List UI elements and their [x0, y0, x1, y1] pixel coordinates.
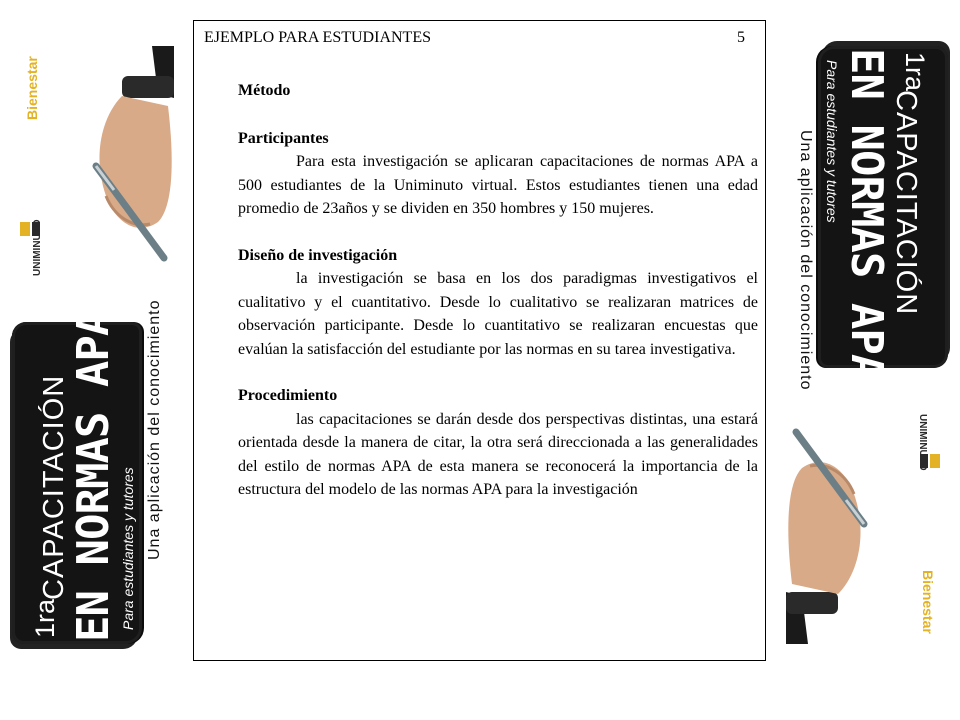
banner-title-line2: EN NORMAS APA: [68, 310, 119, 642]
banner-title-line1: CAPACITACIÓN: [890, 90, 922, 316]
banner-title-line2: EN NORMAS APA: [841, 48, 892, 380]
heading-participantes: Participantes: [238, 129, 329, 147]
left-banner: [8, 40, 178, 650]
banner-tagline: Una aplicación del conocimiento: [146, 299, 163, 560]
banner-title-line1: CAPACITACIÓN: [38, 374, 70, 600]
banner-tagline: Una aplicación del conocimiento: [797, 130, 814, 391]
paragraph-procedimiento: las capacitaciones se darán desde dos perspectivas distintas, una estará orientada desde la manera de citar, la otra será direccionada a las generalidades del estilo de normas APA de esta manera se reconocerá la importancia de la estructura del modelo de las normas APA para la investigación: [238, 410, 758, 498]
uniminuto-logo-text: UNIMINUTO: [917, 414, 928, 471]
heading-procedimiento: Procedimiento: [238, 387, 338, 404]
document-body: [238, 79, 758, 525]
page-number: 5: [737, 29, 745, 46]
hand-with-pen-icon: [92, 46, 174, 262]
section-title: Método: [238, 82, 291, 99]
running-head: EJEMPLO PARA ESTUDIANTES: [204, 29, 431, 46]
heading-diseno: Diseño de investigación: [238, 246, 398, 264]
banner-number: 1ra: [30, 598, 60, 638]
banner-subtitle: Para estudiantes y tutores: [824, 60, 840, 223]
bienestar-logo-text: Bienestar: [920, 570, 936, 634]
paragraph-participantes: Para esta investigación se aplicaran capacitaciones de normas APA a 500 estudiantes de la Uniminuto virtual. Estos estudiantes tienen una edad promedio de 23años y se dividen en 350 hombres y 150 mujeres.: [238, 153, 758, 217]
paragraph-diseno: la investigación se basa en los dos paradigmas investigativos el cualitativo y el cuantitativo. Desde lo cualitativo se realizaran matrices de observación participante. Desde lo cuantitativo se realizaran encuestas que evalúan la satisfacción del estudiante por las normas en su tarea investigativa.: [238, 270, 758, 358]
uniminuto-logo-text: UNIMINUTO: [32, 219, 43, 276]
banner-number: 1ra: [900, 52, 930, 92]
bienestar-logo-text: Bienestar: [24, 56, 40, 120]
banner-subtitle: Para estudiantes y tutores: [120, 467, 136, 630]
right-banner: [782, 40, 952, 650]
hand-with-pen-icon: [786, 428, 868, 644]
document-page: [193, 20, 766, 661]
